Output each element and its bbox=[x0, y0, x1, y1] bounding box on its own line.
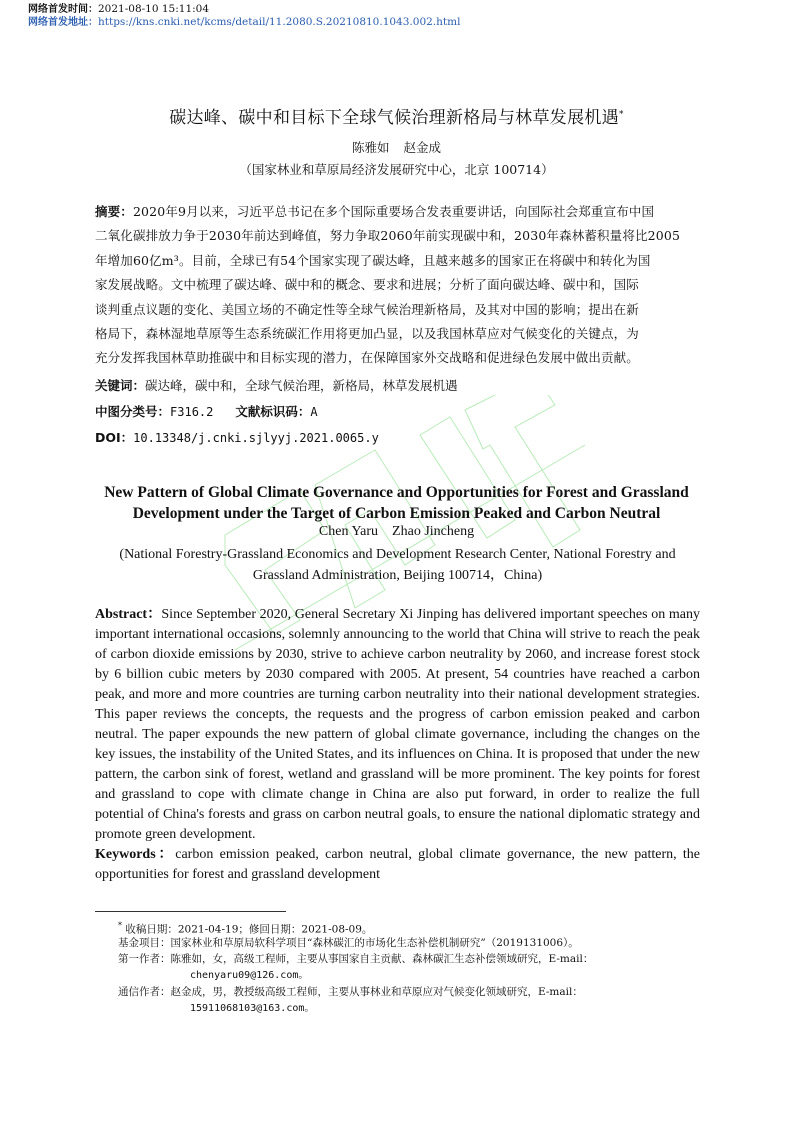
en-keywords-text: carbon emission peaked, carbon neutral, global climate governance, the new pattern, the opportunities for forest and grassland development bbox=[95, 847, 700, 882]
cn-doi-value: 10.13348/j.cnki.sjlyyj.2021.0065.y bbox=[133, 431, 379, 445]
en-keywords bbox=[95, 845, 700, 885]
cn-author-2: 赵金成 bbox=[403, 140, 442, 155]
en-author-2: Zhao Jincheng bbox=[392, 524, 475, 539]
first-pub-url-link[interactable]: https://kns.cnki.net/kcms/detail/11.2080.S.20210810.1043.002.html bbox=[98, 16, 461, 28]
en-abstract-text: Since September 2020, General Secretary Xi Jinping has delivered important speeches on many important international occasions, solemnly announcing to the world that China will strive to reach the peak of carbon dioxide emissions by 2030, strive to achieve carbon neutrality by 2060, and increase forest stock by 6 billion cubic meters by 2030 compared with 2005. At present, 54 countries have reached a carbon peak, and more and more countries are turning carbon neutrality into their national development strategies. This paper reviews the concepts, the requests and the progress of carbon emission peaked and carbon neutral. The paper expounds the new pattern of global climate governance, including the changes on the key issues, the instability of the United States, and its influences on China. It is proposed that under the new pattern, the carbon sink of forest, wetland and grassland will be more prominent. The key points for forest and grassland to cope with climate change in China are also put forward, in order to realize the full potential of China's forests and grass on carbon neutral goals, to ensure the national diplomatic strategy and promote green development. bbox=[95, 607, 701, 842]
cn-doi-label: DOI： bbox=[95, 430, 134, 445]
en-abstract-label: Abstract： bbox=[95, 607, 162, 622]
cn-keywords-text: 碳达峰，碳中和，全球气候治理，新格局，林草发展机遇 bbox=[145, 378, 458, 393]
cn-class-label: 中图分类号： bbox=[95, 404, 171, 419]
cn-affiliation: （国家林业和草原局经济发展研究中心，北京 100714） bbox=[239, 162, 554, 177]
cn-doc-code-label: 文献标识码： bbox=[235, 404, 311, 419]
cn-abstract-line: 格局下，森林湿地草原等生态系统碳汇作用将更加凸显，以及我国林草应对气候变化的关键点，为 bbox=[95, 326, 639, 342]
footnote-corresponding-author-email: 15911068103@163.com。 bbox=[190, 1003, 315, 1014]
en-author-1: Chen Yaru bbox=[318, 524, 379, 539]
first-pub-url-label: 网络首发地址： bbox=[28, 17, 98, 28]
first-pub-time-value: 2021-08-10 15:11:04 bbox=[98, 3, 210, 15]
footnote-corresponding-author: 通信作者：赵金成，男，教授级高级工程师，主要从事林业和草原应对气候变化领域研究，E-mail： bbox=[118, 986, 583, 998]
cn-abstract-label: 摘要： bbox=[95, 204, 133, 219]
cn-title bbox=[0, 103, 793, 128]
cn-abstract-line: 家发展战略。文中梳理了碳达峰、碳中和的概念、要求和进展；分析了面向碳达峰、碳中和，国际 bbox=[95, 277, 639, 293]
footnote-received: * 收稿日期：2021-04-19；修回日期：2021-08-09。 bbox=[118, 921, 373, 936]
first-pub-url bbox=[28, 15, 460, 30]
cn-abstract-line: 年增加60亿m³。目前，全球已有54个国家实现了碳达峰，且越来越多的国家正在将碳中和转化为国 bbox=[95, 252, 651, 268]
footnote-first-author-email: chenyaru09@126.com。 bbox=[190, 970, 309, 981]
en-affiliation: (National Forestry-Grassland Economics and Development Research Center, National Forestry and Grassland Administration, Beijing 100714，China) bbox=[119, 547, 676, 583]
footnote-first-author: 第一作者：陈雅如，女，高级工程师，主要从事国家自主贡献、森林碳汇生态补偿领域研究，E-mail： bbox=[118, 953, 594, 965]
en-authors bbox=[0, 524, 793, 540]
cn-abstract-line: 谈判重点议题的变化、美国立场的不确定性等全球气候治理新格局，及其对中国的影响；提出在新 bbox=[95, 301, 639, 317]
cn-abstract-line: 充分发挥我国林草助推碳中和目标实现的潜力，在保障国家外交战略和促进绿色发展中做出贡献。 bbox=[95, 350, 639, 366]
cn-keywords bbox=[95, 375, 700, 397]
cn-classification bbox=[95, 401, 700, 423]
en-title-line: New Pattern of Global Climate Governance and Opportunities for Forest and Grassland bbox=[104, 484, 689, 501]
cn-doc-code-value: A bbox=[310, 405, 318, 419]
en-abstract bbox=[95, 605, 700, 845]
cn-title-text: 碳达峰、碳中和目标下全球气候治理新格局与林草发展机遇 bbox=[169, 108, 619, 128]
cn-title-footnote-mark: * bbox=[619, 109, 624, 120]
en-title-line: Development under the Target of Carbon Emission Peaked and Carbon Neutral bbox=[132, 505, 661, 522]
footnote-divider bbox=[95, 911, 286, 912]
en-title bbox=[80, 482, 713, 524]
footnote-fund: 基金项目：国家林业和草原局软科学项目“森林碳汇的市场化生态补偿机制研究”（2019131006）。 bbox=[118, 937, 579, 949]
cn-authors bbox=[0, 138, 793, 156]
first-pub-time-label: 网络首发时间： bbox=[28, 4, 98, 15]
cn-doi bbox=[95, 427, 700, 449]
cn-abstract-line: 摘要：2020年9月以来，习近平总书记在多个国际重要场合发表重要讲话，向国际社会郑重宣布中国 bbox=[95, 204, 655, 219]
cn-keywords-label: 关键词： bbox=[95, 378, 146, 393]
cn-author-1: 陈雅如 bbox=[351, 140, 390, 155]
cn-abstract-line: 二氧化碳排放力争于2030年前达到峰值，努力争取2060年前实现碳中和，2030年森林蓄积量将比2005 bbox=[95, 228, 681, 244]
cn-class-value: F316.2 bbox=[170, 405, 214, 419]
cn-abstract bbox=[95, 200, 700, 371]
en-keywords-label: Keywords： bbox=[95, 847, 176, 862]
